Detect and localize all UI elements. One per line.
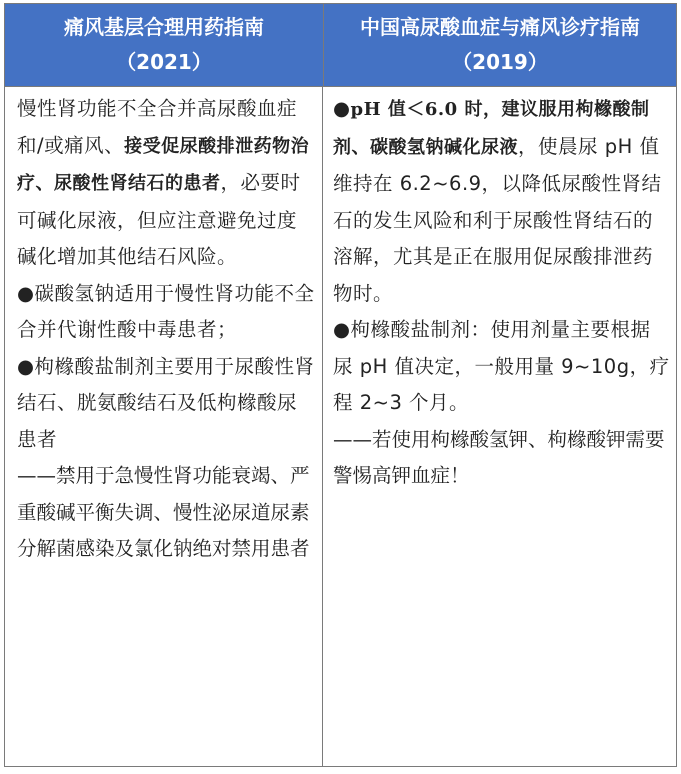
header-right — [324, 4, 676, 86]
left-p1-bold-text: 接受促尿酸排泄药物治疗、尿酸性肾结石的患者 — [17, 135, 310, 194]
left-guideline-title: 痛风基层合理用药指南 — [64, 15, 264, 39]
right-guideline-year: （2019） — [452, 50, 548, 74]
right-p1-text: ，使晨尿 pH 值维持在 6.2~6.9，以降低尿酸性肾结石的发生风险和利于尿酸性肾结石的溶解，尤其是正在服用促尿酸排泄药物时。 — [333, 134, 662, 305]
right-guideline-title: 中国高尿酸血症与痛风诊疗指南 — [360, 15, 640, 39]
header-left — [5, 4, 324, 86]
right-p1-bullet: ● — [333, 97, 351, 120]
left-p1-text-b: ，必要时可碱化尿液，但应注意避免过度碱化增加其他结石风险。 — [17, 171, 301, 268]
left-column-cell — [5, 87, 323, 766]
right-p1-bold-text: pH 值＜6.0 时，建议服用枸橼酸制剂、碳酸氢钠碱化尿液 — [333, 99, 650, 158]
right-paragraph-1 — [333, 91, 670, 312]
left-paragraph-1 — [17, 91, 316, 276]
left-paragraph-4: ——禁用于急慢性肾功能衰竭、严重酸碱平衡失调、慢性泌尿道尿素分解菌感染及氯化钠绝对禁用患者 — [17, 464, 310, 560]
left-paragraph-3: ●枸橼酸盐制剂主要用于尿酸性肾结石、胱氨酸结石及低枸橼酸尿患者 — [17, 354, 315, 451]
right-paragraph-3: ——若使用枸橼酸氢钾、枸橼酸钾需要警惕高钾血症！ — [333, 427, 665, 487]
table-body — [5, 87, 676, 766]
left-paragraph-2: ●碳酸氢钠适用于慢性肾功能不全合并代谢性酸中毒患者； — [17, 281, 315, 341]
right-column-cell — [323, 87, 676, 766]
right-paragraph-2: ●枸橼酸盐制剂：使用剂量主要根据尿 pH 值决定，一般用量 9~10g，疗程 2~3 个月。 — [333, 318, 670, 414]
left-guideline-year: （2021） — [116, 50, 212, 74]
table-header — [5, 4, 676, 87]
left-p1-text-a: 慢性肾功能不全合并高尿酸血症和/或痛风、 — [17, 97, 298, 157]
comparison-table — [4, 3, 677, 767]
